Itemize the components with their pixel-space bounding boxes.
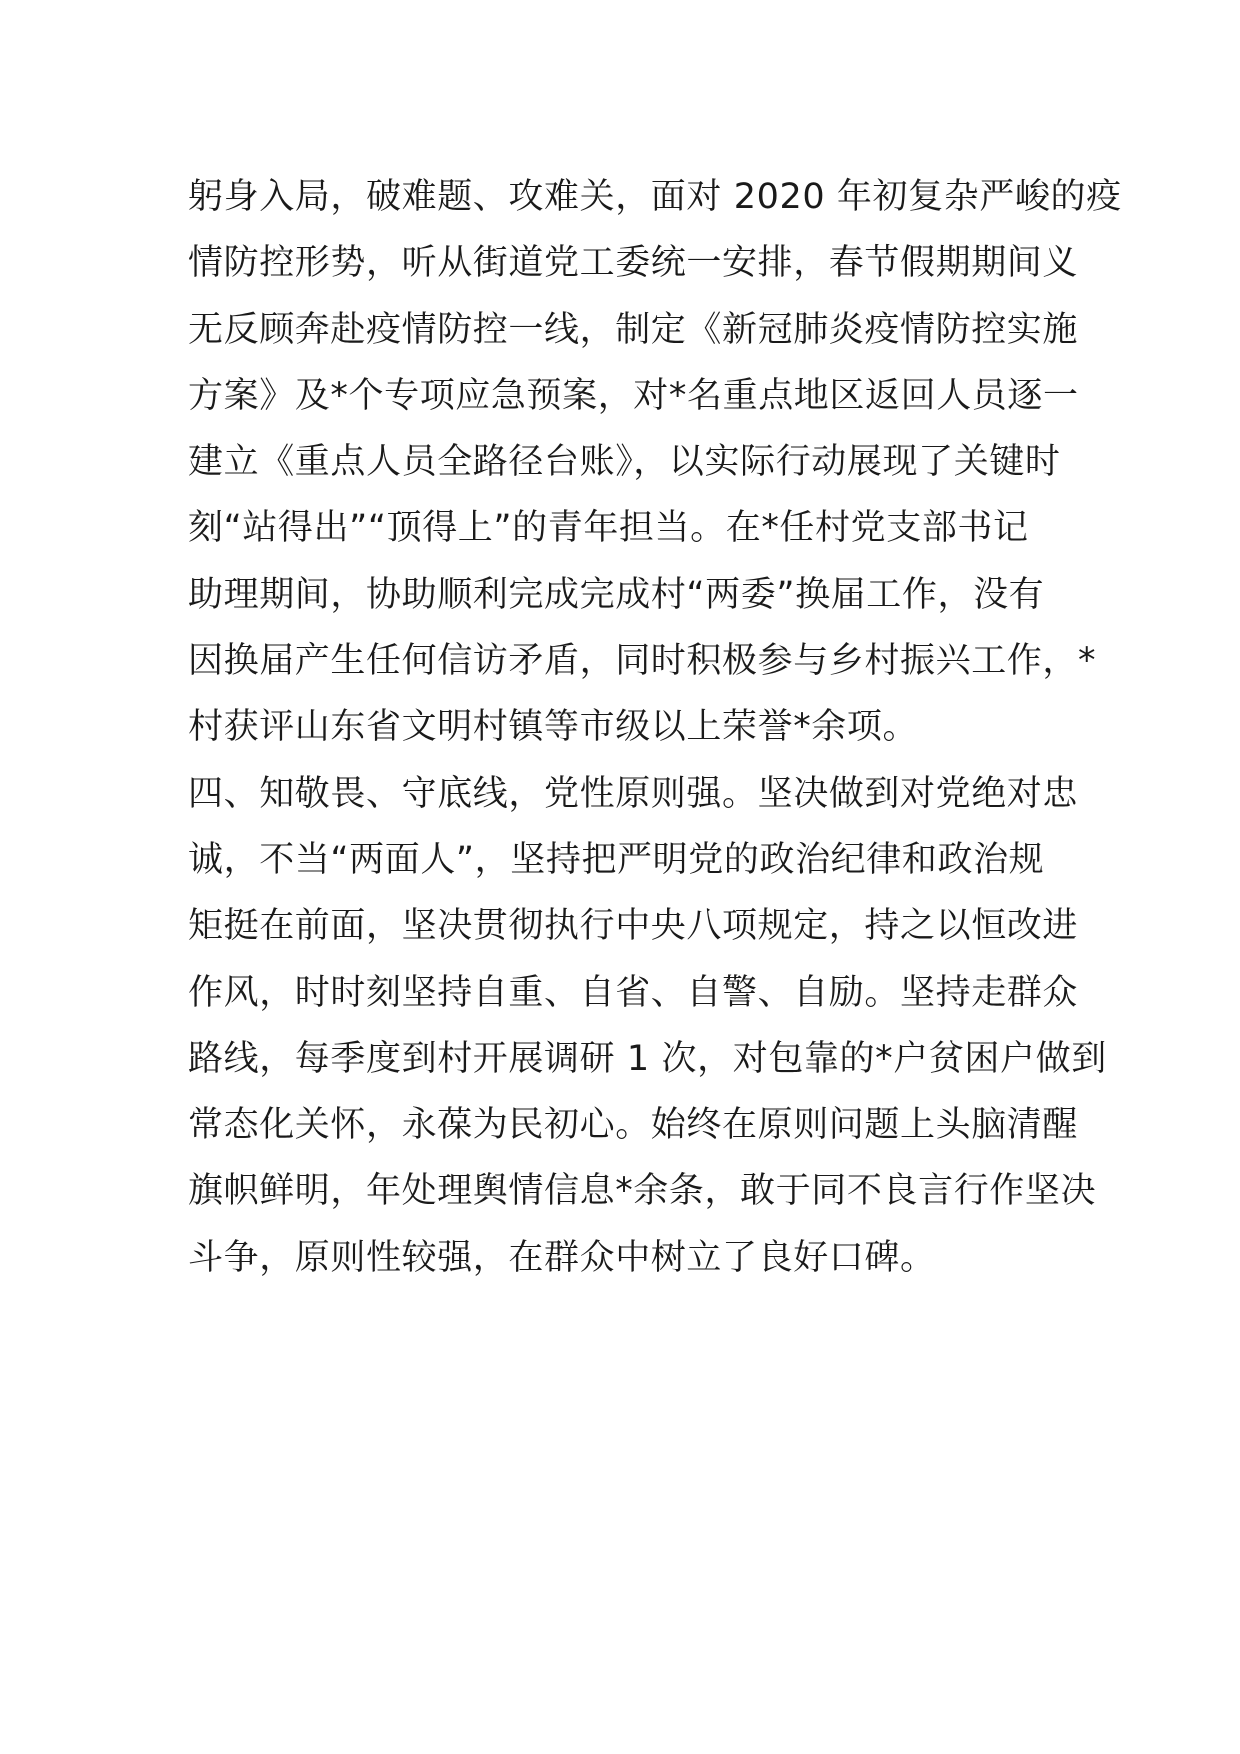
text-line: 情防控形势，听从街道党工委统一安排，春节假期期间义 xyxy=(188,243,1079,284)
text-line: 无反顾奔赴疫情防控一线，制定《新冠肺炎疫情防控实施 xyxy=(188,309,1079,350)
text-line: 村获评山东省文明村镇等市级以上荣誉*余项。 xyxy=(188,707,919,748)
text-line: 旗帜鲜明，年处理舆情信息*余条，敢于同不良言行作坚决 xyxy=(188,1171,1097,1212)
text-line: 路线，每季度到村开展调研 1 次，对包靠的*户贫困户做到 xyxy=(188,1038,1107,1079)
text-line: 建立《重点人员全路径台账》，以实际行动展现了关键时 xyxy=(188,442,1061,483)
text-line: 刻“站得出”“顶得上”的青年担当。在*任村党支部书记 xyxy=(188,508,1029,549)
section-heading-line: 四、知敬畏、守底线，党性原则强。坚决做到对党绝对忠 xyxy=(188,773,1079,814)
text-line: 因换届产生任何信访矛盾，同时积极参与乡村振兴工作，* xyxy=(188,641,1097,682)
body-text xyxy=(188,164,1122,1291)
text-line: 作风，时时刻坚持自重、自省、自警、自励。坚持走群众 xyxy=(188,972,1079,1013)
text-line: 躬身入局，破难题、攻难关，面对 2020 年初复杂严峻的疫 xyxy=(188,177,1122,217)
text-line: 斗争，原则性较强，在群众中树立了良好口碑。 xyxy=(188,1237,936,1278)
text-line: 方案》及*个专项应急预案，对*名重点地区返回人员逐一 xyxy=(188,375,1079,416)
text-line: 助理期间，协助顺利完成完成村“两委”换届工作，没有 xyxy=(188,574,1045,615)
text-line: 常态化关怀，永葆为民初心。始终在原则问题上头脑清醒 xyxy=(188,1105,1079,1146)
text-line: 诚，不当“两面人”，坚持把严明党的政治纪律和政治规 xyxy=(188,839,1045,880)
text-line: 矩挺在前面，坚决贯彻执行中央八项规定，持之以恒改进 xyxy=(188,906,1079,947)
